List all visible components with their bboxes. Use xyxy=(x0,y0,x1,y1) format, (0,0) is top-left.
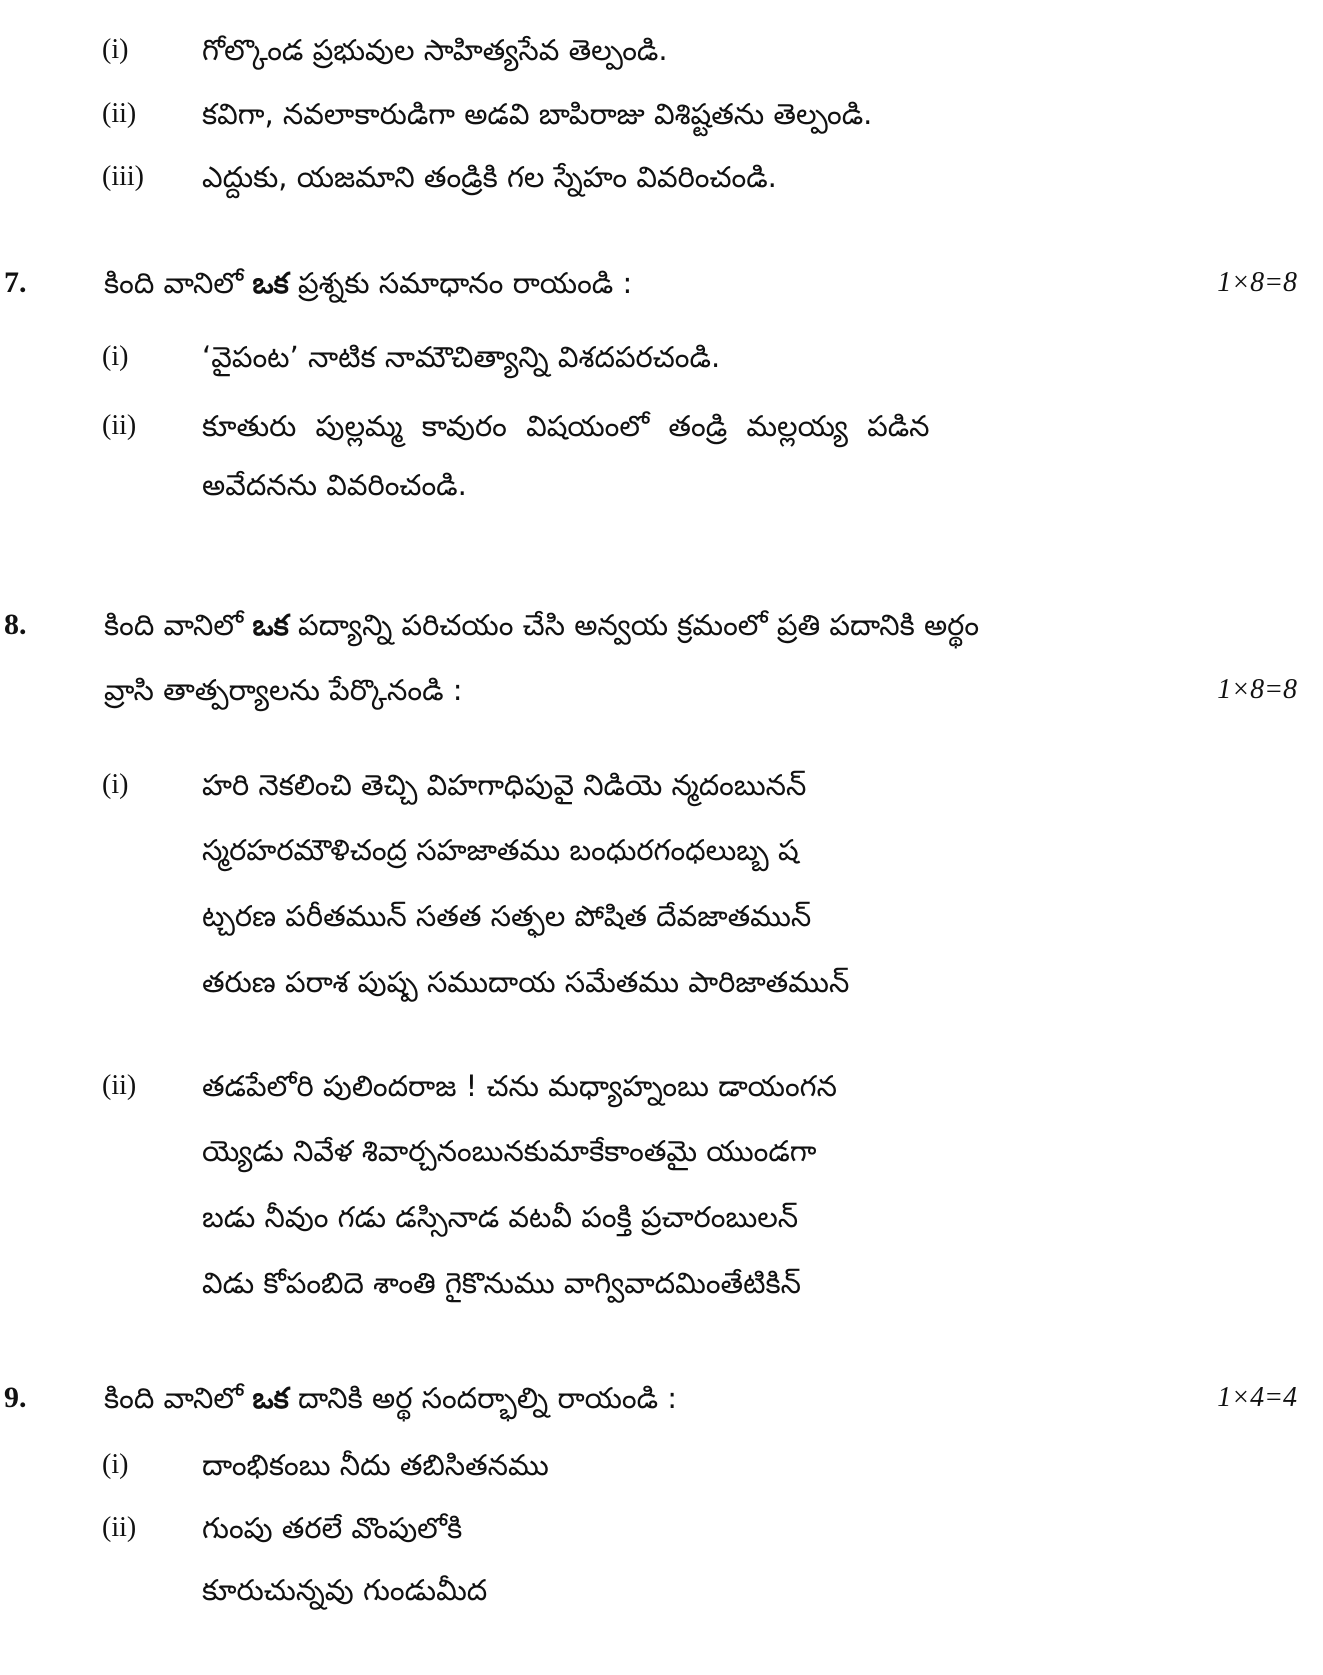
marks: 1×8=8 xyxy=(1217,267,1297,298)
item-text: కవిగా, నవలాకారుడిగా అడవి బాపిరాజు విశిష్టతను తెల్పండి. xyxy=(202,97,873,131)
prompt-emphasis: ఒక xyxy=(252,1381,289,1415)
prompt-post: పద్యాన్ని పరిచయం చేసి అన్వయ క్రమంలో ప్రతి పదానికి అర్థం xyxy=(288,608,980,642)
poem-line: స్మరహరమౌళిచంద్ర సహజాతము బంధురగంధలుబ్బ ష xyxy=(202,833,799,867)
item-text-continued: కూరుచున్నవు గుండుమీద xyxy=(202,1573,488,1607)
question-number: 8. xyxy=(4,608,27,641)
marks: 1×4=4 xyxy=(1217,1382,1297,1413)
prompt-post: ప్రశ్నకు సమాధానం రాయండి : xyxy=(288,266,633,300)
question-prompt xyxy=(104,605,979,645)
item-text-continued: అవేదనను వివరించండి. xyxy=(202,468,467,502)
item-text: గుంపు తరలే వొంపులోకి xyxy=(202,1511,463,1545)
item-label: (i) xyxy=(102,341,129,372)
marks: 1×8=8 xyxy=(1217,674,1297,705)
item-label: (ii) xyxy=(102,410,137,441)
question-prompt-line2: వ్రాసి తాత్పర్యాలను పేర్కొనండి : xyxy=(104,673,463,707)
poem-label: (ii) xyxy=(102,1070,137,1101)
prompt-emphasis: ఒక xyxy=(252,266,289,300)
item-label: (iii) xyxy=(102,161,144,192)
item-text: దాంభికంబు నీదు తబిసితనము xyxy=(202,1448,549,1482)
prompt-pre: కింది వానిలో xyxy=(104,608,253,642)
item-label: (i) xyxy=(102,1449,129,1480)
poem-line: ట్చరణ పరీతమున్ సతత సత్ఫల పోషిత దేవజాతమున్ xyxy=(202,899,812,933)
question-number: 7. xyxy=(4,266,27,299)
poem-line: య్యెడు నివేళ శివార్చనంబునకుమాకేకాంతమై యుండగా xyxy=(202,1134,817,1168)
question-prompt xyxy=(104,263,632,303)
prompt-post: దానికి అర్థ సందర్భాల్ని రాయండి : xyxy=(288,1381,678,1415)
poem-line: బడు నీవుం గడు డస్సినాడ వటవీ పంక్తి ప్రచారంబులన్ xyxy=(202,1200,799,1234)
poem-line: తడపేలోరి పులిందరాజ ! చను మధ్యాహ్నంబు డాయంగన xyxy=(202,1069,837,1103)
poem-line: తరుణ పరాశ పుష్ప సముదాయ సమేతము పారిజాతమున్ xyxy=(202,965,850,999)
poem-label: (i) xyxy=(102,769,129,800)
item-text: కూతురు పుల్లమ్మ కావురం విషయంలో తండ్రి మల్లయ్య పడిన xyxy=(202,409,930,443)
prompt-pre: కింది వానిలో xyxy=(104,266,253,300)
question-number: 9. xyxy=(4,1381,27,1414)
poem-line: విడు కోపంబిదె శాంతి గైకొనుము వాగ్వివాదమింతేటికిన్ xyxy=(202,1266,801,1300)
poem-line: హరి నెకలించి తెచ్చి విహగాధిపువై నిడియె న్మదంబునన్ xyxy=(202,768,807,802)
prompt-pre: కింది వానిలో xyxy=(104,1381,253,1415)
item-text: ‘వైపంట’ నాటిక నామౌచిత్యాన్ని విశదపరచండి. xyxy=(202,340,721,374)
item-text: గోల్కొండ ప్రభువుల సాహిత్యసేవ తెల్పండి. xyxy=(202,33,668,67)
prompt-emphasis: ఒక xyxy=(252,608,289,642)
item-text: ఎద్దుకు, యజమాని తండ్రికి గల స్నేహం వివరించండి. xyxy=(202,160,777,194)
item-label: (ii) xyxy=(102,98,137,129)
question-prompt xyxy=(104,1378,677,1418)
item-label: (i) xyxy=(102,34,129,65)
item-label: (ii) xyxy=(102,1512,137,1543)
